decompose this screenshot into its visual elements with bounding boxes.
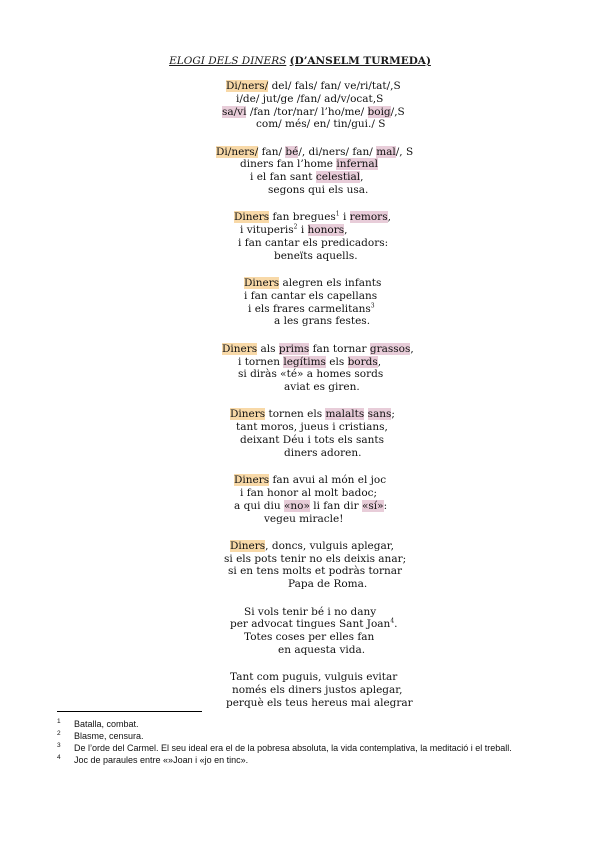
line-text: si en tens molts et podràs tornar — [228, 565, 403, 578]
line-text: beneïts aquells. — [274, 249, 358, 262]
line-text: Papa de Roma. — [288, 578, 368, 591]
line-text: i el fan sant — [250, 171, 316, 184]
line-text: per advocat tingues Sant Joan — [230, 618, 391, 631]
footnote-ref: 1 — [335, 210, 340, 218]
footnote-text: Blasme, censura. — [74, 731, 144, 741]
line-text: del/ fals/ fan/ ve/ri/tat/,S — [268, 80, 401, 92]
line-text: , — [360, 171, 364, 184]
line-text: , — [387, 211, 391, 224]
line-text: si diràs «té» a homes sords — [238, 368, 384, 381]
poem-line — [244, 290, 600, 303]
line-text: , — [344, 224, 348, 237]
line-text: i/de/ jut/ge /fan/ ad/v/ocat,S — [236, 92, 384, 105]
poem-line — [224, 553, 600, 566]
highlighted-word-orange: Diners — [222, 342, 258, 355]
footnote — [57, 754, 547, 766]
line-text: fan tornar — [309, 342, 370, 355]
line-text: , — [410, 342, 414, 355]
stanza — [0, 80, 600, 131]
line-text: diners fan l’home — [240, 158, 337, 171]
highlighted-word-orange: Diners — [244, 277, 280, 290]
poem-title: ELOGI DELS DINERS — [169, 55, 287, 67]
poem-line — [222, 356, 600, 369]
highlighted-word-orange: Di/ners/ — [216, 145, 259, 158]
line-text: fan bregues — [269, 211, 336, 224]
footnote-number: 4 — [57, 754, 61, 761]
line-text: a les grans festes. — [274, 315, 371, 328]
footnote-ref: 4 — [390, 617, 395, 625]
line-text: els — [325, 355, 348, 368]
poem-line — [216, 184, 600, 197]
highlighted-word-pink: sans — [367, 408, 392, 421]
line-text: diners adoren. — [284, 446, 362, 459]
line-text: /, S — [395, 145, 414, 158]
poem-line — [222, 381, 600, 394]
line-text: fan/ — [258, 145, 286, 158]
poem-line — [226, 631, 600, 644]
highlighted-word-pink: sa/vi — [222, 105, 247, 118]
line-text: /, di/ners/ fan/ — [298, 145, 377, 158]
stanza — [0, 277, 600, 328]
line-text: deixant Déu i tots els sants — [240, 434, 385, 447]
stanza — [0, 408, 600, 459]
highlighted-word-pink: honors — [307, 224, 345, 237]
poem-line — [216, 158, 600, 171]
line-text: perquè els teus hereus mai alegrar — [226, 696, 413, 709]
highlighted-word-orange: Diners — [230, 539, 266, 552]
footnote — [57, 730, 547, 742]
footnote-ref: 3 — [370, 302, 375, 310]
highlighted-word-pink: boig — [367, 105, 391, 118]
stanza — [0, 343, 600, 394]
line-text: en aquesta vida. — [278, 643, 366, 656]
line-text: i fan cantar els capellans — [244, 289, 378, 302]
footnote-text: De l’orde del Carmel. El seu ideal era el de la pobresa absoluta, la vida contemplativa, la meditació i el treball. — [74, 743, 512, 753]
line-text: i vituperis — [240, 224, 294, 237]
poem-line — [222, 368, 600, 381]
highlighted-word-pink: grassos — [369, 342, 411, 355]
line-text: li fan dir — [309, 499, 362, 512]
poem-line — [226, 644, 600, 657]
footnote-ref: 2 — [293, 223, 298, 231]
highlighted-word-orange: Di/ners/ — [226, 80, 269, 92]
poem-line — [222, 118, 600, 131]
line-text: i — [339, 211, 350, 224]
line-text: si els pots tenir no els deixis anar; — [224, 552, 407, 565]
line-text: i els frares carmelitans — [248, 302, 371, 315]
poem-line — [234, 487, 600, 500]
footnote-number: 3 — [57, 742, 61, 749]
poem-author: (D’ANSELM TURMEDA) — [289, 55, 431, 67]
line-text: Si vols tenir bé i no dany — [244, 605, 377, 618]
poem-line — [234, 237, 600, 250]
poem-line — [230, 421, 600, 434]
poem-line — [224, 540, 600, 553]
poem-line — [226, 618, 600, 631]
highlighted-word-pink: celestial — [315, 171, 361, 184]
footnote-separator — [57, 711, 202, 712]
line-text: alegren els infants — [279, 277, 382, 290]
highlighted-word-pink: mal — [376, 145, 396, 158]
footnote — [57, 718, 547, 730]
footnote-text: Joc de paraules entre «»Joan i «jo en tinc». — [74, 755, 249, 765]
poem-line — [234, 500, 600, 513]
poem-line — [226, 606, 600, 619]
line-text: ; — [391, 408, 395, 421]
poem-line — [222, 697, 600, 710]
line-text: vegeu miracle! — [264, 512, 344, 525]
line-text: i — [297, 224, 308, 237]
highlighted-word-pink: malalts — [325, 408, 365, 421]
line-text: Tant com puguis, vulguis evitar — [230, 671, 398, 684]
line-text: i fan honor al molt badoc; — [240, 486, 378, 499]
line-text: com/ més/ en/ tin/gui./ S — [256, 118, 386, 131]
line-text: , — [377, 355, 382, 368]
line-text: : — [383, 499, 388, 512]
poem-line — [216, 146, 600, 159]
poem-line — [234, 211, 600, 224]
poem-line — [224, 578, 600, 591]
stanza — [0, 146, 600, 197]
poem-line — [216, 171, 600, 184]
poem-line — [234, 224, 600, 237]
poem-line — [230, 434, 600, 447]
line-text: . — [394, 618, 398, 631]
poem-line — [244, 277, 600, 290]
footnote-number: 1 — [57, 718, 61, 725]
poem-body — [0, 80, 600, 724]
line-text: aviat es giren. — [284, 381, 360, 394]
line-text: , doncs, vulguis aplegar, — [265, 539, 394, 552]
highlighted-word-pink: legítims — [283, 355, 326, 368]
line-text: Totes coses per elles fan — [244, 631, 375, 644]
line-text: tornen els — [265, 408, 326, 421]
highlighted-word-pink: remors — [349, 211, 388, 224]
footnotes — [57, 718, 547, 766]
highlighted-word-pink: «sí» — [361, 499, 384, 512]
poem-line — [222, 671, 600, 684]
poem-line — [222, 80, 600, 93]
stanza — [0, 671, 600, 709]
highlighted-word-pink: «no» — [283, 499, 310, 512]
stanza — [0, 606, 600, 657]
highlighted-word-orange: Diners — [234, 474, 270, 487]
highlighted-word-pink: prims — [278, 342, 310, 355]
footnote — [57, 742, 547, 754]
poem-line — [224, 565, 600, 578]
footnote-number: 2 — [57, 730, 61, 737]
poem-line — [244, 315, 600, 328]
line-text: i tornen — [238, 355, 284, 368]
poem-line — [222, 106, 600, 119]
highlighted-word-pink: infernal — [336, 158, 378, 171]
poem-line — [222, 343, 600, 356]
line-text: i fan cantar els predicadors: — [238, 236, 389, 249]
highlighted-word-pink: bé — [285, 145, 299, 158]
stanza — [0, 540, 600, 591]
line-text: /,S — [390, 105, 405, 118]
highlighted-word-orange: Diners — [234, 211, 270, 224]
stanza — [0, 474, 600, 525]
footnote-text: Batalla, combat. — [74, 719, 139, 729]
poem-line — [244, 303, 600, 316]
line-text: /fan /tor/nar/ l’ho/me/ — [246, 105, 368, 118]
line-text: als — [257, 342, 279, 355]
poem-line — [230, 447, 600, 460]
document-title-line — [0, 54, 600, 68]
line-text: només els diners justos aplegar, — [232, 683, 403, 696]
stanza — [0, 211, 600, 262]
line-text: fan avui al món el joc — [269, 474, 387, 487]
poem-line — [234, 513, 600, 526]
poem-line — [230, 408, 600, 421]
line-text: tant moros, jueus i cristians, — [236, 421, 388, 434]
highlighted-word-orange: Diners — [230, 408, 266, 421]
poem-line — [234, 474, 600, 487]
line-text: a qui diu — [234, 499, 284, 512]
line-text: segons qui els usa. — [268, 184, 369, 197]
highlighted-word-pink: bords — [347, 355, 378, 368]
poem-line — [234, 250, 600, 263]
poem-line — [222, 684, 600, 697]
poem-line — [222, 93, 600, 106]
